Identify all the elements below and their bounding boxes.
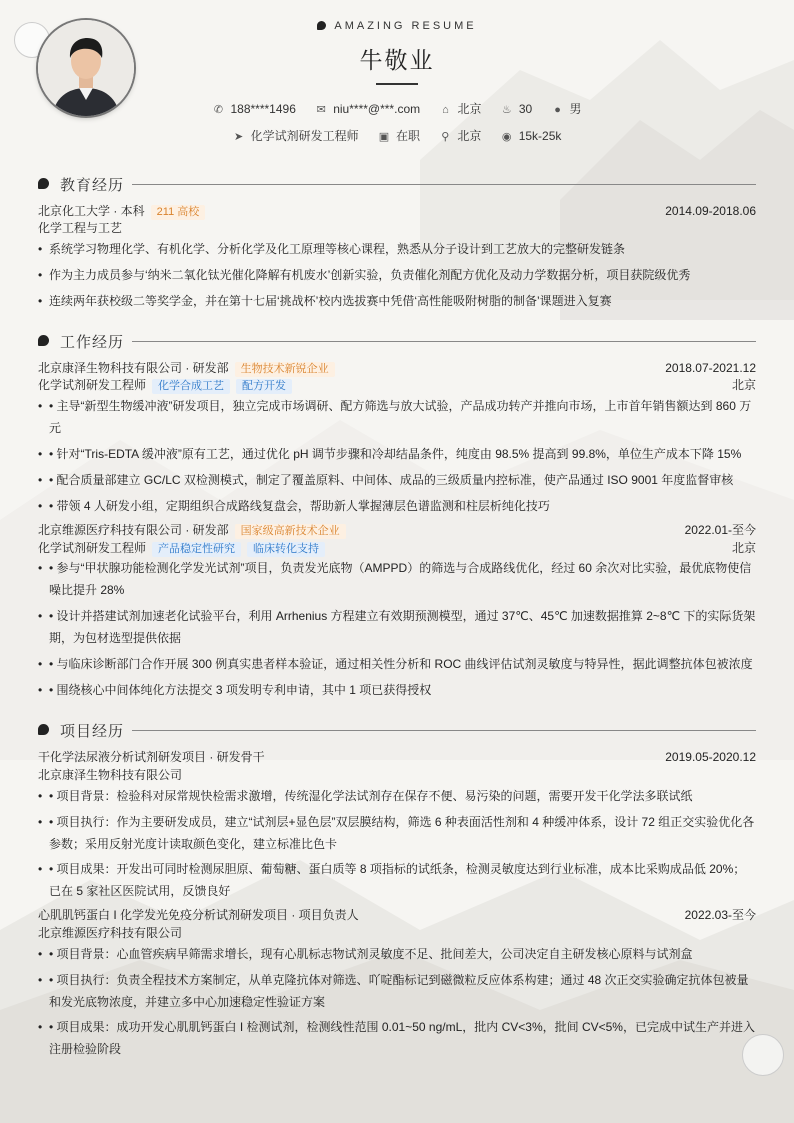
education-bullet: • 系统学习物理化学、有机化学、分析化学及化工原理等核心课程，熟悉从分子设计到工艺放大的完整研发链条 [38, 238, 756, 260]
job-bullet: • • 参与“甲状腺功能检测化学发光试剂”项目，负责发光底物（AMPPD）的筛选与合成路线优化，经过 60 余次对比实验，最优底物使信噪比提升 28% [38, 557, 756, 601]
job-bullet: • • 配合质量部建立 GC/LC 双检测模式，制定了覆盖原料、中间体、成品的三级质量内控标准，使产品通过 ISO 9001 年度监督审核 [38, 469, 756, 491]
phone-info: ✆ 188****1496 [213, 102, 296, 116]
gender-info: ● 男 [552, 100, 582, 117]
project-company: 北京维源医疗科技有限公司 [38, 926, 183, 940]
job-bullet: • • 带领 4 人研发小组，定期组织合成路线复盘会，帮助新人掌握薄层色谱监测和柱层析纯化技巧 [38, 495, 756, 517]
cake-icon: ♨ [501, 104, 512, 116]
education-bullet: • 连续两年获校级二等奖学金，并在第十七届‘挑战杯’校内选拔赛中凭借‘高性能吸附树脂的制备’课题进入复赛 [38, 290, 756, 312]
ink-drop-icon [38, 178, 49, 189]
projects-section-title: 项目经历 [38, 720, 756, 740]
mail-icon: ✉ [316, 104, 326, 116]
project-bullet: • • 项目执行：负责全程技术方案制定，从单克隆抗体对筛选、吖啶酯标记到磁微粒反应体系构建；通过 48 次正交实验确定抗体包被量和发光底物浓度，并建立多中心加速稳定性验证方案 [38, 969, 756, 1013]
project-header: 干化学法尿液分析试剂研发项目 · 研发骨干 2019.05-2020.12 [38, 750, 756, 764]
company-tag: 生物技术新锐企业 [235, 362, 335, 377]
job-intent-row [0, 127, 794, 144]
hometown-info: ⌂ 北京 [439, 100, 481, 117]
employment-status-info: ▣ 在职 [378, 129, 420, 143]
education-major: 化学工程与工艺 [38, 221, 123, 235]
salary-info: ◉ 15k-25k [501, 129, 562, 143]
location-icon: ⚲ [441, 131, 450, 143]
education-bullet: • 作为主力成员参与‘纳米二氧化钛光催化降解有机废水’创新实验，负责催化剂配方优化及动力学数据分析，项目获院级优秀 [38, 264, 756, 286]
job-header: 北京维源医疗科技有限公司 · 研发部 国家级高新技术企业 2022.01-至今 [38, 523, 756, 537]
project-bullet: • • 项目执行：作为主要研发成员，建立“试剂层+显色层”双层膜结构，筛选 6 种表面活性剂和 4 种缓冲体系，设计 72 组正交实验优化各参数；采用反射光度计读取颜色变化，建立标准比色卡 [38, 811, 756, 855]
briefcase-icon: ▣ [378, 131, 390, 143]
skill-tag: 配方开发 [236, 379, 292, 394]
skill-tag: 产品稳定性研究 [152, 542, 241, 557]
job-position: 化学试剂研发工程师 化学合成工艺 配方开发 北京 [38, 378, 756, 392]
skill-tag: 化学合成工艺 [152, 379, 230, 394]
project-company: 北京康泽生物科技有限公司 [38, 768, 183, 782]
gender-icon: ● [554, 104, 561, 116]
job-bullet: • • 与临床诊断部门合作开展 300 例真实患者样本验证，通过相关性分析和 ROC 曲线评估试剂灵敏度与特异性，据此调整抗体包被浓度 [38, 653, 756, 675]
project-header: 心肌肌钙蛋白 I 化学发光免疫分析试剂研发项目 · 项目负责人 2022.03-至今 [38, 908, 756, 922]
target-city-info: ⚲ 北京 [441, 129, 482, 143]
target-position-info: ➤ 化学试剂研发工程师 [234, 129, 359, 143]
email-info: ✉ niu****@***.com [316, 102, 421, 116]
money-icon: ◉ [501, 131, 512, 143]
education-header: 北京化工大学 · 本科 211 高校 2014.09-2018.06 [38, 204, 756, 218]
send-icon: ➤ [234, 131, 244, 143]
job-bullet: • • 主导“新型生物缓冲液”研发项目，独立完成市场调研、配方筛选与放大试验，产品成功转产并推向市场，上市首年销售额达到 860 万元 [38, 395, 756, 439]
ink-drop-icon [38, 724, 49, 735]
company-tag: 国家级高新技术企业 [235, 524, 346, 539]
job-bullet: • • 设计并搭建试剂加速老化试验平台，利用 Arrhenius 方程建立有效期预测模型，通过 37℃、45℃ 加速数据推算 2~8℃ 下的实际货架期，为包材选型提供依据 [38, 605, 756, 649]
job-position: 化学试剂研发工程师 产品稳定性研究 临床转化支持 北京 [38, 541, 756, 555]
home-icon: ⌂ [442, 104, 449, 116]
resume-tagline: AMAZING RESUME [0, 20, 794, 32]
job-bullet: • • 围绕核心中间体纯化方法提交 3 项发明专利申请，其中 1 项已获得授权 [38, 679, 756, 701]
school-tag: 211 高校 [151, 205, 206, 220]
ink-drop-icon [317, 21, 326, 30]
education-section-title: 教育经历 [38, 174, 756, 194]
project-bullet: • • 项目背景：心血管疾病早筛需求增长，现有心肌标志物试剂灵敏度不足、批间差大，公司决定自主研发核心原料与试剂盒 [38, 943, 756, 965]
name-divider [376, 83, 418, 85]
skill-tag: 临床转化支持 [247, 542, 325, 557]
project-bullet: • • 项目背景：检验科对尿常规快检需求激增，传统湿化学法试剂存在保存不便、易污染的问题，需要开发干化学法多联试纸 [38, 785, 756, 807]
job-bullet: • • 针对“Tris-EDTA 缓冲液”原有工艺，通过优化 pH 调节步骤和冷却结晶条件，纯度由 98.5% 提高到 99.8%，单位生产成本下降 15% [38, 443, 756, 465]
candidate-name: 牛敬业 [359, 47, 435, 73]
age-info: ♨ 30 [501, 102, 533, 116]
project-bullet: • • 项目成果：开发出可同时检测尿胆原、葡萄糖、蛋白质等 8 项指标的试纸条，检测灵敏度达到行业标准，成本比采购成品低 20%；已在 5 家社区医院试用，反馈良好 [38, 858, 756, 902]
job-header: 北京康泽生物科技有限公司 · 研发部 生物技术新锐企业 2018.07-2021.12 [38, 361, 756, 375]
phone-icon: ✆ [213, 104, 224, 116]
contact-info-row [0, 100, 794, 117]
ink-drop-icon [38, 335, 49, 346]
project-bullet: • • 项目成果：成功开发心肌肌钙蛋白 I 检测试剂，检测线性范围 0.01~50 ng/mL，批内 CV<3%，批间 CV<5%，已完成中试生产并进入注册检验阶段 [38, 1016, 756, 1060]
work-section-title: 工作经历 [38, 331, 756, 351]
